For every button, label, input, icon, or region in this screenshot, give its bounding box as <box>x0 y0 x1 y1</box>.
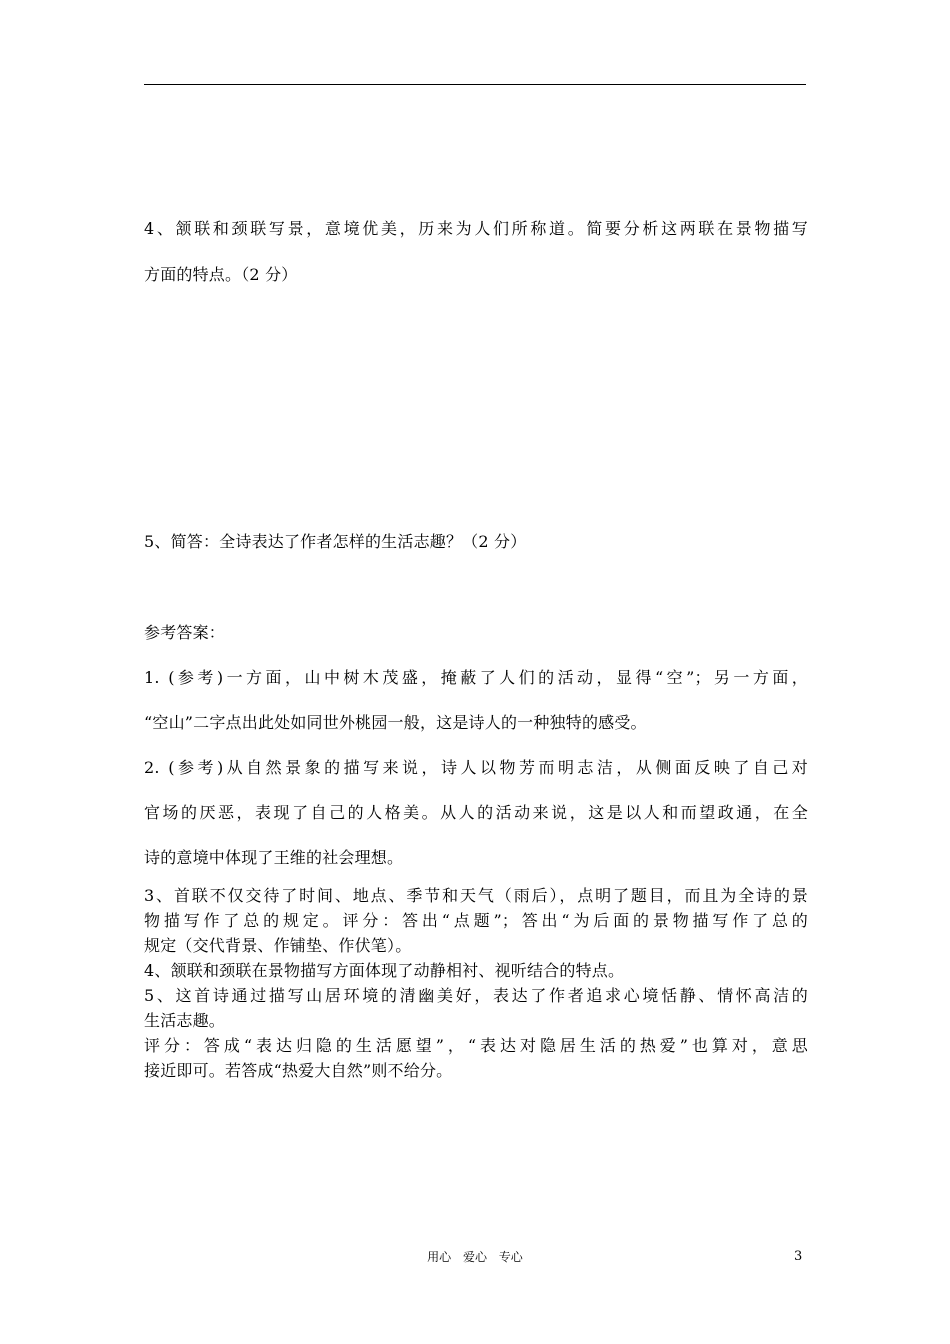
answer-5-line-3: 评分：答成“表达归隐的生活愿望”，“表达对隐居生活的热爱”也算对，意思 <box>144 1036 808 1055</box>
answer-1-line-1: 1. (参考)一方面，山中树木茂盛，掩蔽了人们的活动，显得“空”；另一方面， <box>144 668 808 687</box>
answer-5-line-1: 5、这首诗通过描写山居环境的清幽美好，表达了作者追求心境恬静、情怀高洁的 <box>144 986 808 1005</box>
page-number: 3 <box>794 1249 803 1264</box>
answer-5-line-4: 接近即可。若答成“热爱大自然”则不给分。 <box>144 1061 453 1080</box>
answers-heading: 参考答案： <box>144 623 226 642</box>
answer-2-line-2: 官场的厌恶，表现了自己的人格美。从人的活动来说，这是以人和而望政通，在全 <box>144 803 808 822</box>
answer-3-line-3: 规定（交代背景、作铺垫、作伏笔）。 <box>144 936 412 955</box>
answer-2-line-3: 诗的意境中体现了王维的社会理想。 <box>144 848 404 867</box>
answer-4: 4、颔联和颈联在景物描写方面体现了动静相衬、视听结合的特点。 <box>144 961 625 980</box>
answer-5-line-2: 生活志趣。 <box>144 1011 226 1030</box>
question-4-line-1: 4、颔联和颈联写景，意境优美，历来为人们所称道。简要分析这两联在景物描写 <box>144 219 808 238</box>
answer-3-line-1: 3、首联不仅交待了时间、地点、季节和天气（雨后），点明了题目，而且为全诗的景 <box>144 886 808 905</box>
answer-3-line-2: 物描写作了总的规定。评分：答出“点题”；答出“为后面的景物描写作了总的 <box>144 911 808 930</box>
footer-motto: 用心 爱心 专心 <box>427 1250 523 1264</box>
answer-1-line-2: “空山”二字点出此处如同世外桃园一般，这是诗人的一种独特的感受。 <box>144 713 647 732</box>
header-rule <box>144 84 806 85</box>
question-4-line-2: 方面的特点。（2 分） <box>144 265 298 284</box>
answer-2-line-1: 2. (参考)从自然景象的描写来说，诗人以物芳而明志洁，从侧面反映了自己对 <box>144 758 808 777</box>
question-5: 5、简答：全诗表达了作者怎样的生活志趣？（2 分） <box>144 532 527 551</box>
